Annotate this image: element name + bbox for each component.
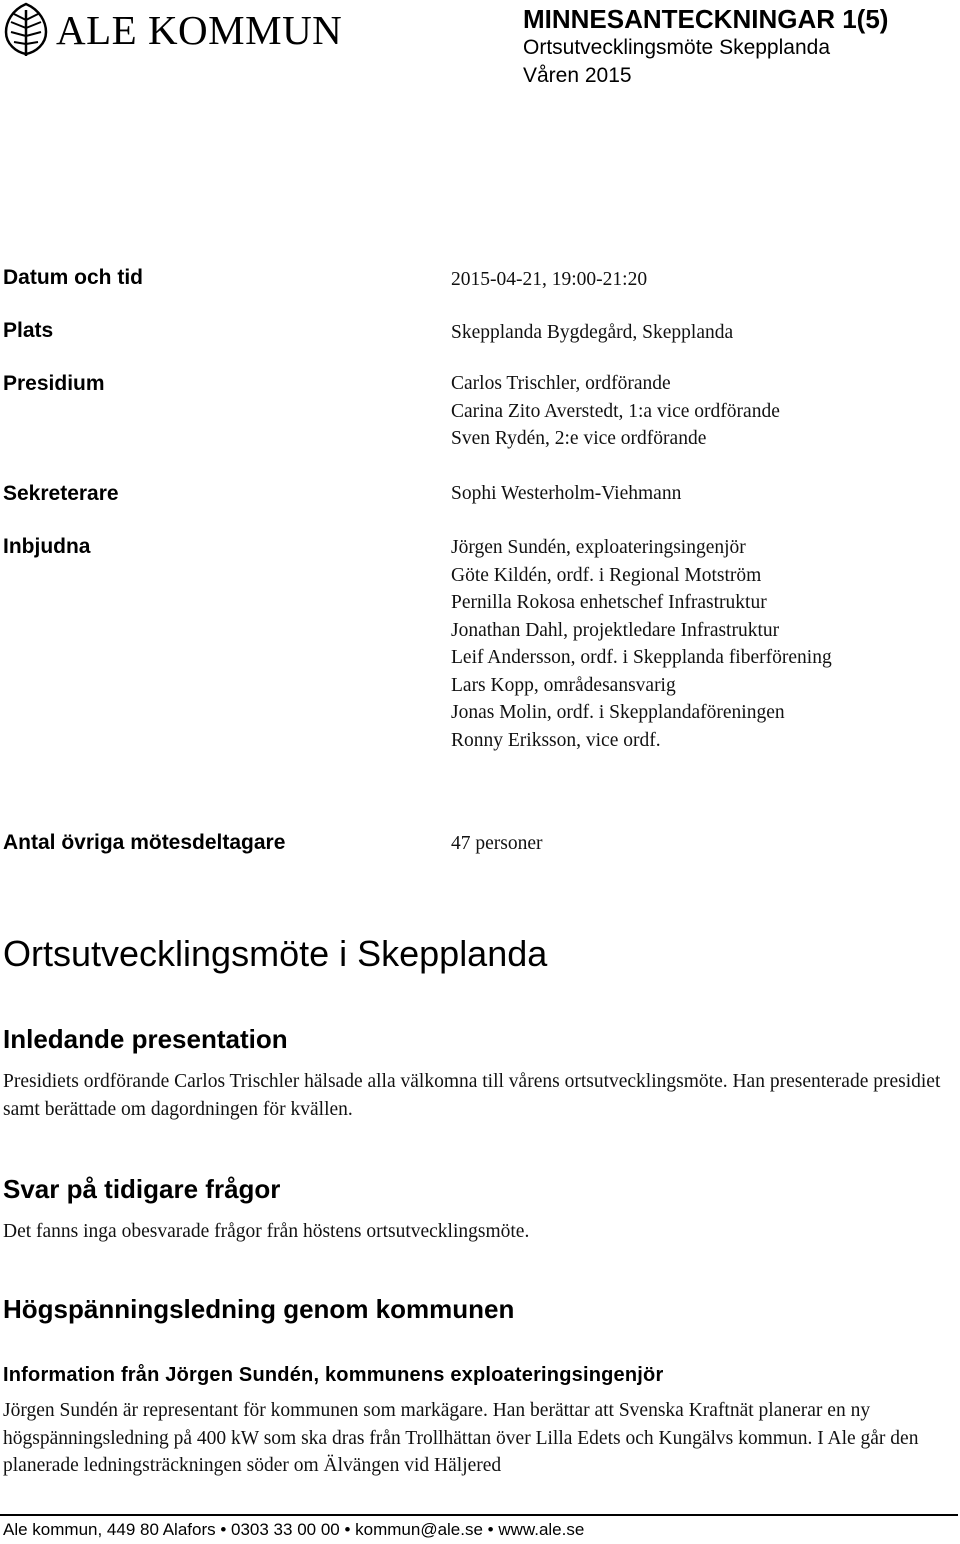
section-heading: Svar på tidigare frågor bbox=[3, 1174, 281, 1204]
plats-label: Plats bbox=[3, 319, 54, 342]
list-item: Göte Kildén, ordf. i Regional Motström bbox=[451, 564, 762, 586]
section-heading: Inledande presentation bbox=[3, 1024, 288, 1054]
datum-value: 2015-04-21, 19:00-21:20 bbox=[451, 269, 648, 290]
datum-label: Datum och tid bbox=[3, 266, 143, 289]
inbjudna-list bbox=[451, 534, 832, 754]
logo-text: ALE KOMMUN bbox=[56, 6, 343, 53]
antal-value: 47 personer bbox=[451, 833, 543, 854]
sekreterare-value: Sophi Westerholm-Viehmann bbox=[451, 483, 682, 504]
presidium-list bbox=[451, 370, 780, 453]
list-item: Jonathan Dahl, projektledare Infrastruktur bbox=[451, 619, 780, 641]
document-period: Våren 2015 bbox=[523, 64, 632, 87]
document-header bbox=[523, 4, 888, 90]
antal-label: Antal övriga mötesdeltagare bbox=[3, 831, 286, 854]
list-item: Pernilla Rokosa enhetschef Infrastruktur bbox=[451, 592, 767, 613]
leaf-emblem-icon bbox=[2, 2, 50, 58]
sekreterare-label: Sekreterare bbox=[3, 482, 119, 505]
list-item: Jonas Molin, ordf. i Skepplandaföreningen bbox=[451, 702, 785, 723]
list-item: Lars Kopp, områdesansvarig bbox=[451, 674, 676, 696]
document-subtitle: Ortsutvecklingsmöte Skepplanda bbox=[523, 36, 830, 59]
list-item: Carlos Trischler, ordförande bbox=[451, 373, 671, 394]
inbjudna-label: Inbjudna bbox=[3, 535, 91, 558]
section-subheading: Information från Jörgen Sundén, kommunens exploateringsingenjör bbox=[3, 1364, 664, 1386]
main-heading: Ortsutvecklingsmöte i Skepplanda bbox=[3, 933, 548, 974]
list-item: Leif Andersson, ordf. i Skepplanda fiberförening bbox=[451, 647, 832, 668]
list-item: Ronny Eriksson, vice ordf. bbox=[451, 729, 661, 751]
section-heading: Högspänningsledning genom kommunen bbox=[3, 1294, 515, 1324]
section-text: Presidiets ordförande Carlos Trischler hälsade alla välkomna till vårens ortsutvecklingsmöte. Han presenterade presidiet samt berättade om dagordningen för kvällen. bbox=[3, 1071, 941, 1120]
section-text: Jörgen Sundén är representant för kommunen som markägare. Han berättar att Svenska Kraftnät planerar en ny högspänningsledning på 400 kW som ska dras från Trollhättan över Lilla Edets och Kungälvs kommun. I Ale går den planerade ledningsträckningen söder om Älvängen vid Häljered bbox=[3, 1400, 919, 1476]
list-item: Jörgen Sundén, exploateringsingenjör bbox=[451, 537, 746, 558]
document-title: MINNESANTECKNINGAR 1(5) bbox=[523, 4, 889, 34]
plats-value: Skepplanda Bygdegård, Skepplanda bbox=[451, 322, 734, 343]
section-text: Det fanns inga obesvarade frågor från höstens ortsutvecklingsmöte. bbox=[3, 1221, 530, 1242]
list-item: Carina Zito Averstedt, 1:a vice ordförande bbox=[451, 400, 780, 422]
list-item: Sven Rydén, 2:e vice ordförande bbox=[451, 428, 707, 449]
ale-kommun-logo bbox=[2, 0, 372, 60]
footer-divider bbox=[0, 1514, 958, 1516]
presidium-label: Presidium bbox=[3, 372, 105, 395]
footer-contact: Ale kommun, 449 80 Alafors • 0303 33 00 00 • kommun@ale.se • www.ale.se bbox=[3, 1520, 585, 1539]
